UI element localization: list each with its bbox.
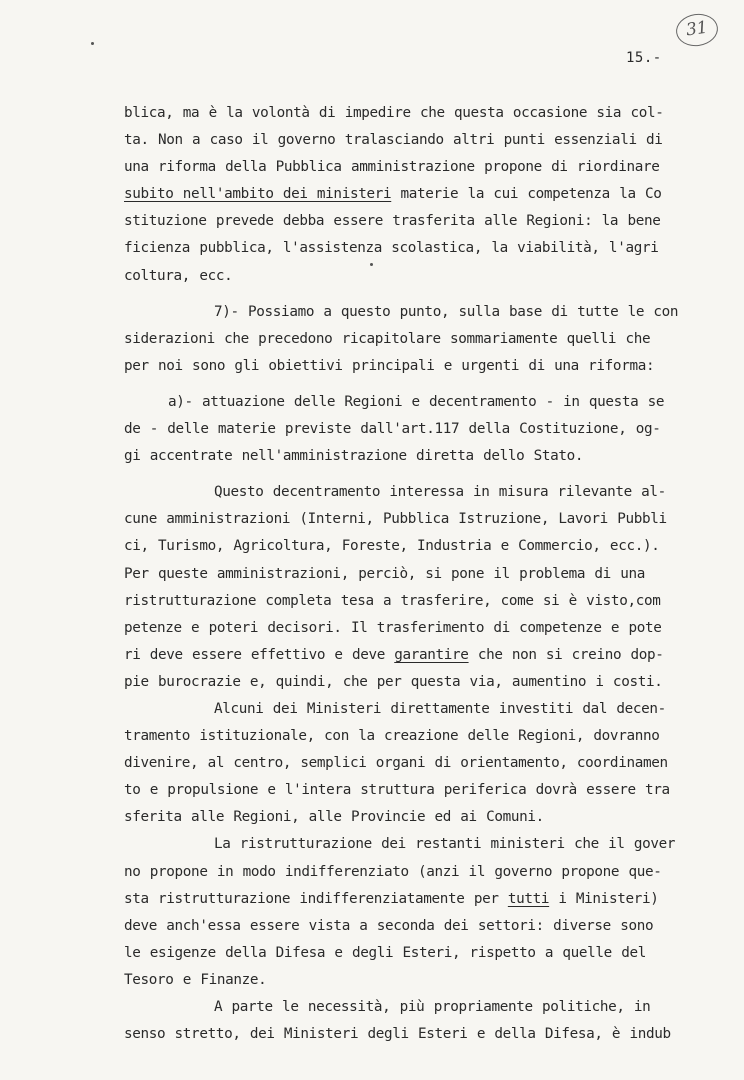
text-line: cune amministrazioni (Interni, Pubblica Istruzione, Lavori Pubbli <box>124 511 667 528</box>
underlined-text: subito nell'ambito dei ministeri <box>124 186 392 203</box>
text-line: de - delle materie previste dall'art.117 della Costituzione, og- <box>124 421 661 438</box>
text-line: ci, Turismo, Agricoltura, Foreste, Industria e Commercio, ecc.). <box>124 538 660 555</box>
text-line: Per queste amministrazioni, perciò, si pone il problema di una <box>124 565 645 582</box>
text-line: A parte le necessità, più propriamente politiche, in <box>214 999 651 1015</box>
text-line <box>124 181 699 208</box>
text-line: Questo decentramento interessa in misura rilevante al- <box>214 484 666 501</box>
text-line: sferita alle Regioni, alle Provincie ed ai Comuni. <box>124 809 544 826</box>
text-line: senso stretto, dei Ministeri degli Esteri e della Difesa, è indub <box>124 1026 671 1043</box>
text-line: tramento istituzionale, con la creazione delle Regioni, dovranno <box>124 728 660 745</box>
text-line: a)- attuazione delle Regioni e decentramento - in questa se <box>168 393 665 410</box>
text-line: ta. Non a caso il governo tralasciando altri punti essenziali di <box>124 132 663 149</box>
text-line: deve anch'essa essere vista a seconda dei settori: diverse sono <box>124 917 654 934</box>
text-line: Tesoro e Finanze. <box>124 971 267 988</box>
text-segment: che non si creino dop- <box>468 646 664 663</box>
text-line: per noi sono gli obiettivi principali e urgenti di una riforma: <box>124 357 655 374</box>
text-line: le esigenze della Difesa e degli Esteri, rispetto a quelle del <box>124 944 646 961</box>
text-line: pie burocrazie e, quindi, che per questa via, aumentino i costi. <box>124 673 663 690</box>
text-line: 7)- Possiamo a questo punto, sulla base di tutte le con <box>214 303 679 320</box>
text-line: siderazioni che precedono ricapitolare sommariamente quelli che <box>124 330 651 347</box>
text-segment: ri deve essere effettivo e deve <box>124 646 395 663</box>
text-line: stituzione prevede debba essere trasferita alle Regioni: la bene <box>124 213 661 230</box>
page-number: 15.- <box>626 50 662 66</box>
text-line <box>124 886 699 913</box>
text-segment: i Ministeri) <box>549 890 659 907</box>
text-line: La ristrutturazione dei restanti ministeri che il gover <box>214 836 676 853</box>
text-line: divenire, al centro, semplici organi di orientamento, coordinamen <box>124 755 668 772</box>
text-line: una riforma della Pubblica amministrazione propone di riordinare <box>124 159 660 176</box>
document-body <box>124 100 699 1048</box>
text-line: ristrutturazione completa tesa a trasferire, come si è visto,com <box>124 592 661 609</box>
text-segment: sta ristrutturazione indifferenziatamente per <box>124 890 508 907</box>
text-line: Alcuni dei Ministeri direttamente investiti dal decen- <box>214 700 666 717</box>
underlined-text: tutti <box>507 890 550 907</box>
text-line: to e propulsione e l'intera struttura periferica dovrà essere tra <box>124 782 670 799</box>
speck-mark <box>91 42 94 45</box>
text-line: ficienza pubblica, l'assistenza scolastica, la viabilità, l'agri <box>124 240 659 257</box>
text-line: no propone in modo indifferenziato (anzi il governo propone que- <box>124 863 662 880</box>
text-segment: materie la cui competenza la Co <box>391 186 662 203</box>
underlined-text: garantire <box>394 646 469 663</box>
text-line: blica, ma è la volontà di impedire che questa occasione sia col- <box>124 105 664 121</box>
text-line: petenze e poteri decisori. Il trasferimento di competenze e pote <box>124 619 662 636</box>
text-line: gi accentrate nell'amministrazione diretta dello Stato. <box>124 448 584 465</box>
text-line <box>124 642 699 669</box>
page-stamp: 31 <box>674 11 720 49</box>
text-line: coltura, ecc. <box>124 267 233 284</box>
